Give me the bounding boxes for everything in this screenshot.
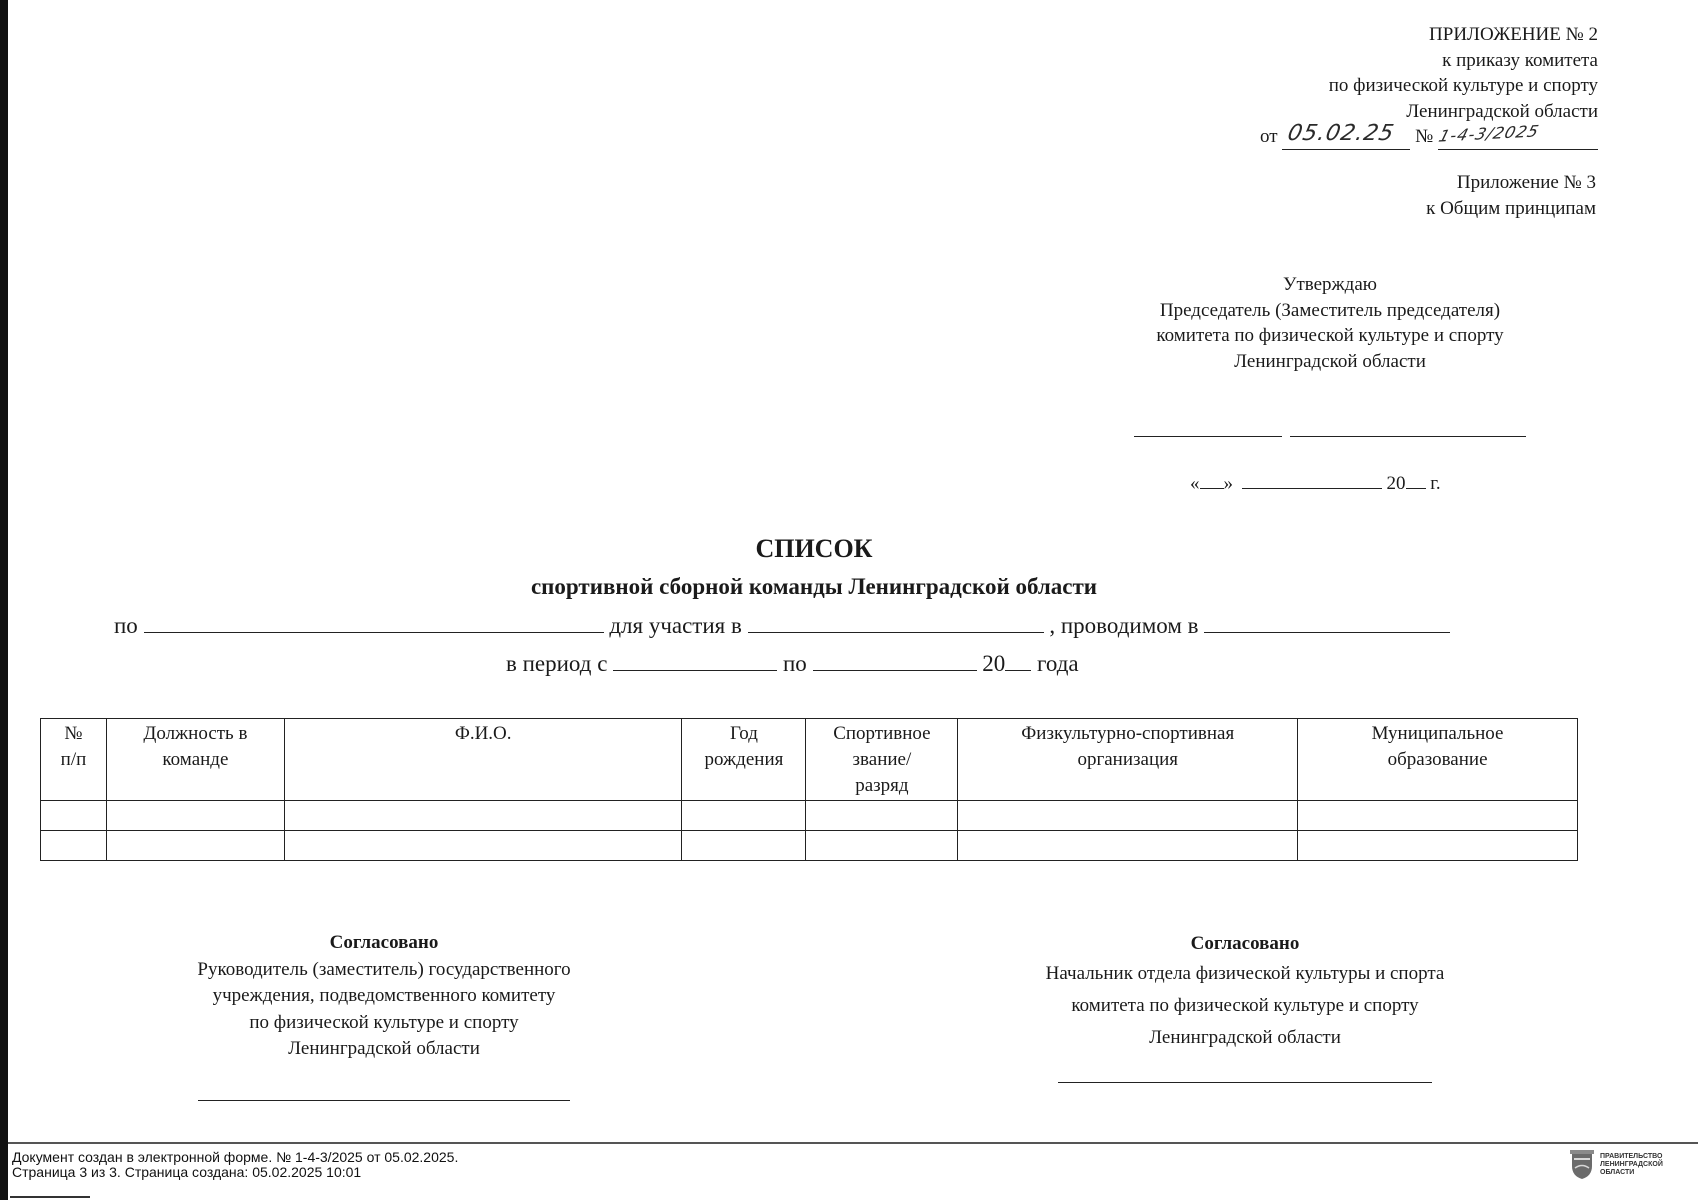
year-blank [1005, 650, 1031, 671]
year-blank [1406, 470, 1426, 489]
header-text: организация [1077, 749, 1179, 770]
approval-date-line [1190, 470, 1441, 495]
event-blank [748, 612, 1044, 633]
col-fio-header [284, 719, 682, 801]
header-text: Спортивное [833, 723, 931, 744]
table-cell [106, 831, 284, 861]
handwritten-date: 05.02.25 [1285, 121, 1398, 146]
table-cell [1298, 801, 1578, 831]
table-cell [284, 831, 682, 861]
order-date-field [1282, 121, 1410, 150]
appendix-line-3: по физической культуре и спорту [1328, 75, 1598, 96]
close-quote: » [1223, 473, 1233, 494]
agreed-left-line-1: Руководитель (заместитель) государственного [197, 958, 571, 980]
header-text: № [64, 723, 83, 744]
col-position-header [106, 719, 284, 801]
appendix3-line-1: Приложение № 3 [1456, 172, 1596, 193]
sport-blank [144, 612, 604, 633]
logo-text-line: ПРАВИТЕЛЬСТВО [1600, 1153, 1663, 1160]
agreed-right-line-1: Начальник отдела физической культуры и спорта [1045, 963, 1445, 984]
year-prefix: 20 [982, 651, 1006, 676]
header-text: команде [162, 749, 229, 770]
logo-text-line: ОБЛАСТИ [1600, 1169, 1635, 1176]
footer-stub-line [10, 1196, 90, 1198]
period-from-label: в период с [506, 651, 608, 676]
appendix-number: ПРИЛОЖЕНИЕ № 2 [1429, 24, 1598, 45]
table-cell [682, 831, 806, 861]
day-blank [1200, 470, 1224, 489]
order-date-number-line [998, 121, 1598, 150]
approval-line-2: Председатель (Заместитель председателя) [1159, 299, 1501, 321]
scan-left-edge [0, 0, 8, 1200]
header-text: звание/ [852, 749, 912, 770]
header-text: Муниципальное [1371, 723, 1504, 744]
participation-label: для участия в [609, 613, 742, 638]
table-cell [806, 801, 958, 831]
agreed-left-line-3: по физической культуре и спорту [249, 1011, 519, 1033]
approval-signature-line [1134, 436, 1526, 446]
approval-line-4: Ленинградской области [1234, 350, 1426, 372]
table-row [41, 831, 1578, 861]
document-subtitle: спортивной сборной команды Ленинградской области [530, 574, 1098, 599]
footer-info [12, 1150, 458, 1180]
table-cell [1298, 831, 1578, 861]
appendix3-line-2: к Общим принципам [1426, 197, 1596, 219]
form-line-1 [114, 612, 1450, 639]
col-number-header [41, 719, 107, 801]
appendix-line-4: Ленинградской области [1406, 100, 1598, 122]
header-text: разряд [855, 775, 909, 796]
agreed-left-block [134, 930, 634, 1063]
year-suffix: г. [1430, 473, 1441, 494]
table-cell [106, 801, 284, 831]
document-title: СПИСОК [755, 534, 873, 563]
agreed-right-heading: Согласовано [1190, 933, 1300, 954]
header-text: Должность в [143, 723, 248, 744]
approval-block [1120, 272, 1540, 374]
table-cell [682, 801, 806, 831]
table-cell [806, 831, 958, 861]
agreed-right-signature-line [1058, 1082, 1432, 1083]
open-quote: « [1190, 473, 1200, 494]
appendix-line-2: к приказу комитета [1442, 49, 1598, 71]
header-text: образование [1387, 749, 1488, 770]
footer-divider [8, 1142, 1698, 1144]
approval-line-3: комитета по физической культуре и спорту [1156, 325, 1504, 346]
start-date-blank [613, 650, 777, 671]
month-blank [1242, 470, 1382, 489]
table-row [41, 801, 1578, 831]
handwritten-number: 1-4-3/2025 [1436, 121, 1542, 146]
government-logo [1570, 1150, 1663, 1180]
col-sport-title-header [806, 719, 958, 801]
table-cell [958, 801, 1298, 831]
team-table [40, 718, 1578, 861]
approval-heading: Утверждаю [1283, 274, 1377, 295]
agreed-left-heading: Согласовано [329, 932, 439, 953]
form-line-2 [506, 650, 1079, 677]
agreed-left-line-2: учреждения, подведомственного комитету [212, 985, 556, 1006]
table-cell [958, 831, 1298, 861]
header-text: п/п [60, 749, 87, 770]
col-organization-header [958, 719, 1298, 801]
order-number-field [1436, 121, 1598, 150]
agreed-right-line-2: комитета по физической культуре и спорту [1071, 995, 1419, 1016]
header-text: Ф.И.О. [454, 723, 512, 744]
number-label: № [1415, 126, 1434, 147]
po-label: по [114, 613, 138, 638]
header-text: Физкультурно-спортивная [1021, 723, 1235, 744]
period-to-label: по [782, 651, 807, 676]
table-header-row [41, 719, 1578, 801]
year-word: года [1037, 651, 1079, 676]
end-date-blank [813, 650, 977, 671]
table-cell [41, 801, 107, 831]
col-municipality-header [1298, 719, 1578, 801]
name-blank [1290, 436, 1526, 437]
agreed-right-line-3: Ленинградской области [1149, 1027, 1341, 1048]
logo-text-line: ЛЕНИНГРАДСКОЙ [1600, 1161, 1663, 1168]
from-label: от [1260, 126, 1278, 147]
coat-of-arms-icon [1570, 1150, 1594, 1180]
signature-blank [1134, 436, 1282, 437]
table-cell [41, 831, 107, 861]
header-text: рождения [704, 749, 784, 770]
footer-line-1: Документ создан в электронной форме. № 1-4-3/2025 от 05.02.2025. [12, 1149, 459, 1165]
agreed-left-line-4: Ленинградской области [288, 1038, 480, 1059]
footer-line-2: Страница 3 из 3. Страница создана: 05.02.2025 10:01 [12, 1164, 362, 1180]
location-blank [1204, 612, 1450, 633]
table-cell [284, 801, 682, 831]
appendix3-header [1426, 170, 1596, 221]
col-birth-year-header [682, 719, 806, 801]
agreed-right-block [980, 930, 1510, 1054]
year-prefix: 20 [1386, 473, 1406, 494]
held-in-label: , проводимом в [1049, 613, 1199, 638]
appendix-header [998, 22, 1598, 150]
header-text: Год [729, 723, 758, 744]
agreed-left-signature-line [198, 1100, 570, 1101]
logo-text [1600, 1153, 1663, 1177]
